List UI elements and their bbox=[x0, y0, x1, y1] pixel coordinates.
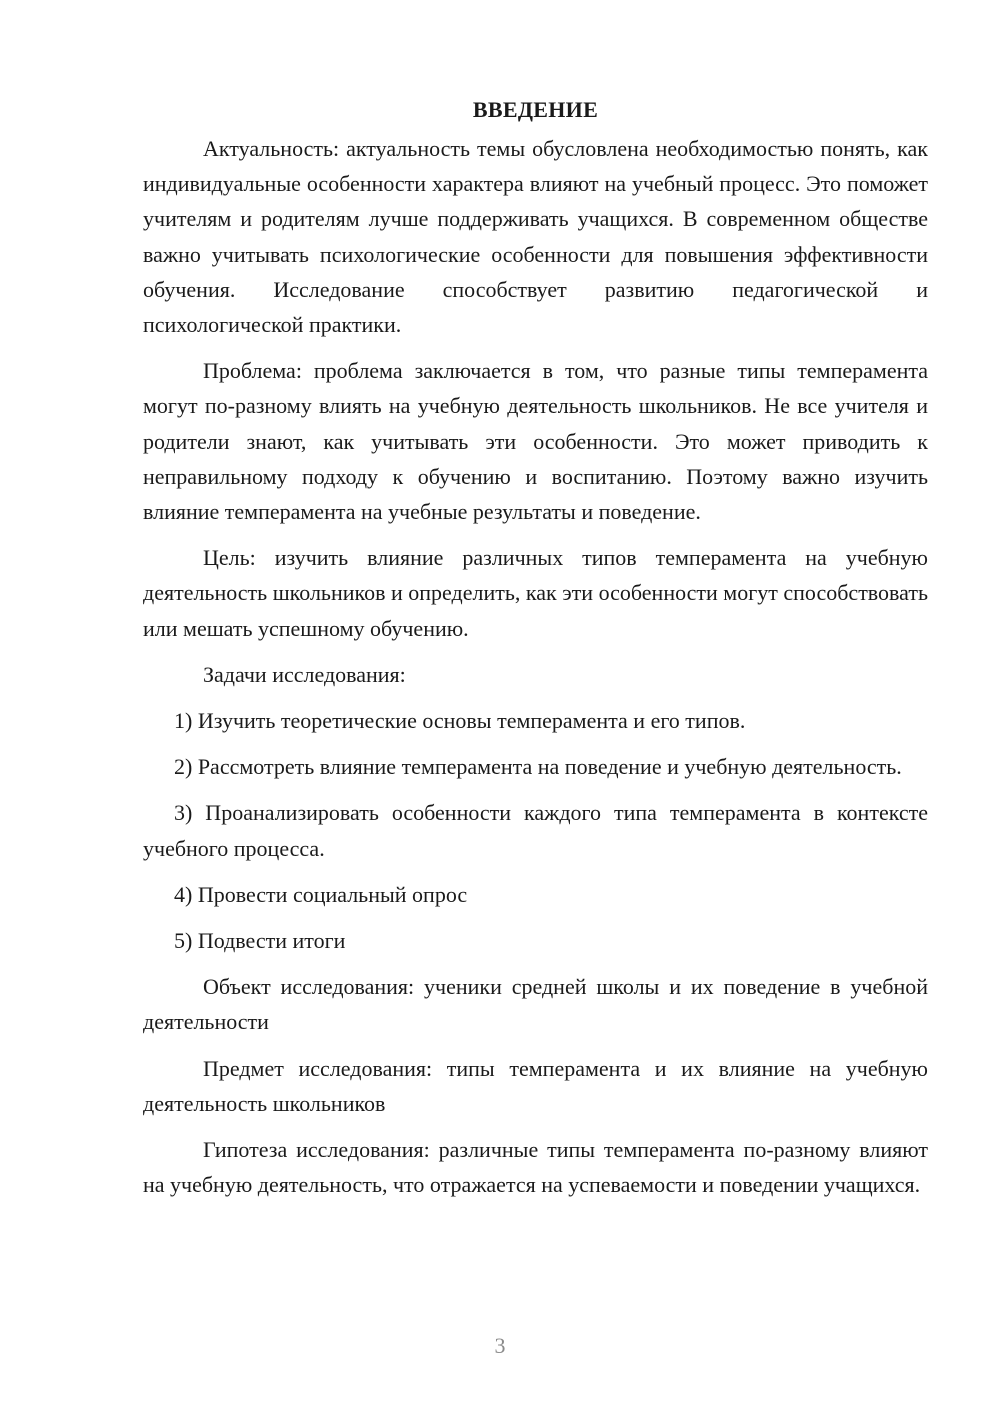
task-item-4: 4) Провести социальный опрос bbox=[174, 881, 468, 907]
section-title: ВВЕДЕНИЕ bbox=[472, 97, 599, 122]
page-number: 3 bbox=[494, 1333, 506, 1358]
task-item-2: 2) Рассмотреть влияние темперамента на поведение и учебную деятельность. bbox=[174, 754, 902, 780]
task-item-1: 1) Изучить теоретические основы темперамента и его типов. bbox=[174, 708, 746, 734]
paragraph-problem: Проблема: проблема заключается в том, что разные типы темперамента могут по-разному влиять на учебную деятельность школьников. Не все учителя и родители знают, как учитывать эти особенности. Это может приводить к неправильному подходу к обучению и воспитанию. Поэтому важно изучить влияние темперамента на учебные результаты и поведение. bbox=[143, 358, 928, 525]
paragraph-subject: Предмет исследования: типы темперамента и их влияние на учебную деятельность школьников bbox=[143, 1055, 928, 1116]
paragraph-object: Объект исследования: ученики средней школы и их поведение в учебной деятельности bbox=[143, 974, 928, 1035]
task-item-5: 5) Подвести итоги bbox=[174, 928, 346, 954]
paragraph-hypothesis: Гипотеза исследования: различные типы темперамента по-разному влияют на учебную деятельность, что отражается на успеваемости и поведении учащихся. bbox=[143, 1137, 928, 1198]
paragraph-relevance: Актуальность: актуальность темы обусловлена необходимостью понять, как индивидуальные особенности характера влияют на учебный процесс. Это поможет учителям и родителям лучше поддерживать учащихся. В современном обществе важно учитывать психологические особенности для повышения эффективности обучения. Исследование способствует развитию педагогической и психологической практики. bbox=[143, 136, 928, 338]
document-page bbox=[143, 92, 928, 1213]
tasks-heading: Задачи исследования: bbox=[203, 661, 406, 687]
task-item-3: 3) Проанализировать особенности каждого типа темперамента в контексте учебного процесса. bbox=[143, 800, 928, 861]
paragraph-goal: Цель: изучить влияние различных типов темперамента на учебную деятельность школьников и определить, как эти особенности могут способствовать или мешать успешному обучению. bbox=[143, 545, 928, 641]
